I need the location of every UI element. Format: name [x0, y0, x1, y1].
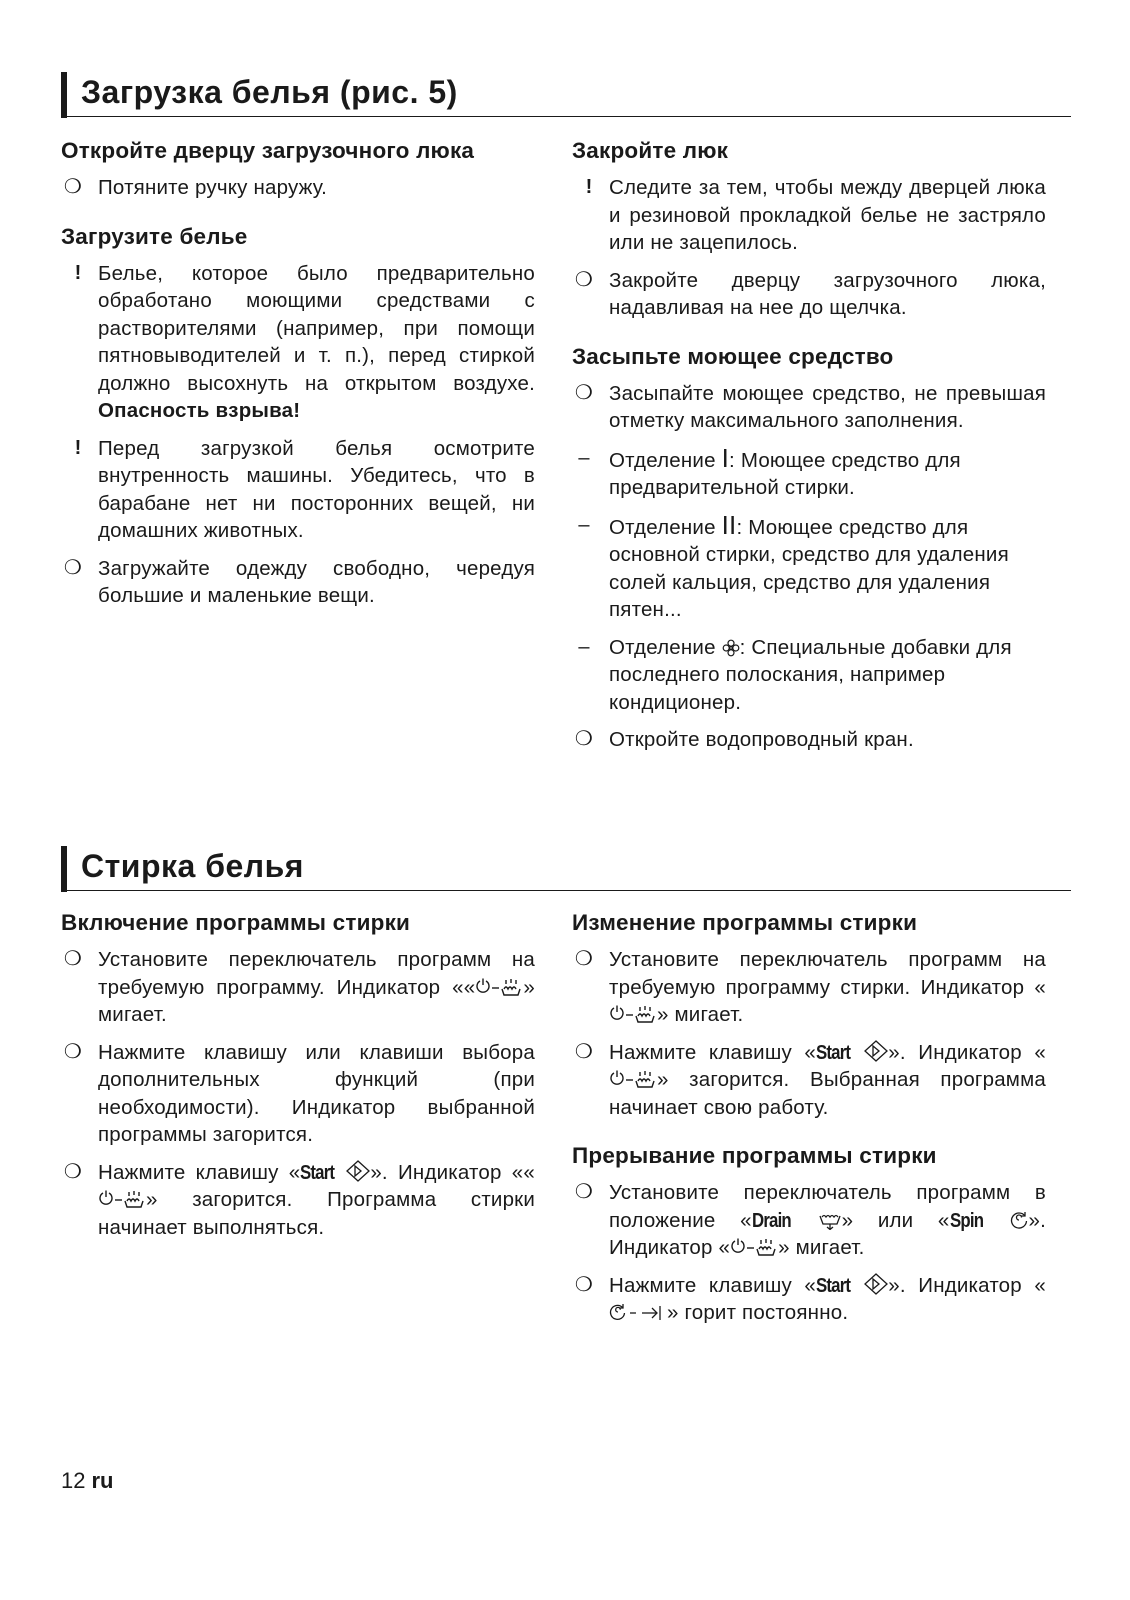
flower-softener-icon — [722, 639, 740, 657]
circle-bullet-icon: ❍ — [574, 948, 594, 970]
subheading-close-door: Закройте люк — [572, 138, 729, 163]
power-wash-indicator-icon — [730, 1237, 778, 1257]
list-item: ❍ Закройте дверцу загрузочного люка, надавливая на нее до щелчка. — [572, 267, 1046, 322]
warning-item: ! Перед загрузкой белья осмотрите внутренность машины. Убедитесь, что в барабане нет ни посторонних вещей, ни домашних животных. — [61, 435, 535, 545]
start-diamond-icon — [864, 1273, 888, 1295]
list-item: ❍ Загружайте одежду свободно, чередуя большие и маленькие вещи. — [61, 555, 535, 610]
subheading-change-program: Изменение программы стирки — [572, 910, 918, 935]
compartment-one-symbol: I — [721, 442, 730, 473]
start-diamond-icon — [346, 1160, 370, 1182]
subheading-add-detergent: Засыпьте моющее средство — [572, 343, 894, 369]
start-key-label: Start — [816, 1040, 851, 1064]
warning-item: ! Следите за тем, чтобы между дверцей люка и резиновой прокладкой белье не застряло или не зацепилось. — [572, 174, 1046, 257]
power-wash-indicator-icon — [475, 977, 523, 997]
circle-bullet-icon: ❍ — [63, 556, 83, 579]
section-title-loading: Загрузка белья (рис. 5) — [81, 74, 458, 110]
circle-bullet-icon: ❍ — [63, 1160, 83, 1183]
loading-left-column — [61, 138, 535, 620]
drain-label: Drain — [751, 1208, 791, 1232]
page-number: 12 — [61, 1468, 86, 1493]
warning-item: ! Белье, которое было предварительно обработано моющими средствами с растворителями (например, при помощи пятновыводителей и т. п.), перед стиркой должно высохнуть на открытом воздухе. Опасность взрыва! — [61, 260, 535, 425]
list-item: ❍ Нажмите клавишу «Start ». Индикатор «» загорится. Выбранная программа начинает свою работу. — [572, 1039, 1046, 1122]
dash-bullet-icon: – — [578, 513, 590, 536]
spin-icon — [1009, 1210, 1029, 1230]
power-wash-indicator-icon — [609, 1004, 657, 1024]
page-footer — [61, 1468, 113, 1494]
list-item: ❍ Установите переключатель программ на требуемую программу стирки. Индикатор «» мигает. — [572, 946, 1046, 1029]
washing-right-column — [572, 910, 1046, 1337]
loading-right-column — [572, 138, 1046, 764]
start-key-label: Start — [300, 1160, 335, 1184]
drain-icon — [818, 1210, 842, 1230]
list-item: ❍ Нажмите клавишу или клавиши выбора дополнительных функций (при необходимости). Индикатор выбранной программы загорится. — [61, 1039, 535, 1149]
circle-bullet-icon: ❍ — [574, 268, 594, 291]
section-title-washing: Стирка белья — [81, 848, 304, 884]
exclamation-icon: ! — [74, 436, 82, 459]
washing-left-column — [61, 910, 535, 1251]
subheading-start-program: Включение программы стирки — [61, 910, 411, 935]
circle-bullet-icon: ❍ — [574, 1273, 594, 1296]
exclamation-icon: ! — [74, 261, 82, 284]
circle-bullet-icon: ❍ — [574, 1040, 594, 1063]
list-item: ❍ Нажмите клавишу «Start ». Индикатор ««» загорится. Программа стирки начинает выполняться. — [61, 1159, 535, 1242]
start-diamond-icon — [864, 1040, 888, 1062]
subheading-open-door: Откройте дверцу загрузочного люка — [61, 138, 475, 163]
spin-label: Spin — [949, 1208, 983, 1232]
compartment-two-symbol: II — [721, 509, 737, 540]
start-key-label: Start — [816, 1273, 851, 1297]
heading-rule — [61, 116, 1071, 117]
language-code: ru — [91, 1468, 114, 1493]
compartment-item: – Отделение : Специальные добавки для последнего полоскания, например кондиционер. — [572, 634, 1046, 717]
dash-bullet-icon: – — [578, 635, 590, 658]
list-item: ❍ Установите переключатель программ на требуемую программу. Индикатор «« » мигает. — [61, 946, 535, 1029]
dash-bullet-icon: – — [578, 446, 590, 469]
power-wash-indicator-icon — [609, 1069, 657, 1089]
heading-rule — [61, 890, 1071, 891]
heading-bar — [61, 72, 67, 118]
subheading-interrupt-program: Прерывание программы стирки — [572, 1143, 937, 1168]
power-wash-indicator-icon — [98, 1189, 146, 1209]
compartment-item: – Отделение I: Моющее средство для предварительной стирки. — [572, 445, 1046, 502]
danger-text: Опасность взрыва! — [98, 399, 301, 422]
list-item: ❍ Откройте водопроводный кран. — [572, 726, 1046, 754]
compartment-item: – Отделение II: Моющее средство для основной стирки, средство для удаления солей кальция, средство для удаления пятен... — [572, 512, 1046, 624]
list-item: ❍ Нажмите клавишу «Start ». Индикатор «» горит постоянно. — [572, 1272, 1046, 1327]
spin-end-indicator-icon — [609, 1302, 667, 1322]
heading-bar — [61, 846, 67, 892]
circle-bullet-icon: ❍ — [574, 1181, 594, 1203]
circle-bullet-icon: ❍ — [63, 948, 83, 970]
list-item: ❍ Установите переключатель программ в положение «Drain » или «Spin ». Индикатор « » мигает. — [572, 1179, 1046, 1262]
subheading-load-laundry: Загрузите белье — [61, 223, 248, 249]
circle-bullet-icon: ❍ — [574, 381, 594, 404]
list-item: ❍ Потяните ручку наружу. — [61, 174, 535, 202]
list-item: ❍ Засыпайте моющее средство, не превышая отметку максимального заполнения. — [572, 380, 1046, 435]
circle-bullet-icon: ❍ — [63, 176, 83, 198]
circle-bullet-icon: ❍ — [574, 728, 594, 750]
exclamation-icon: ! — [585, 176, 593, 198]
circle-bullet-icon: ❍ — [63, 1040, 83, 1063]
